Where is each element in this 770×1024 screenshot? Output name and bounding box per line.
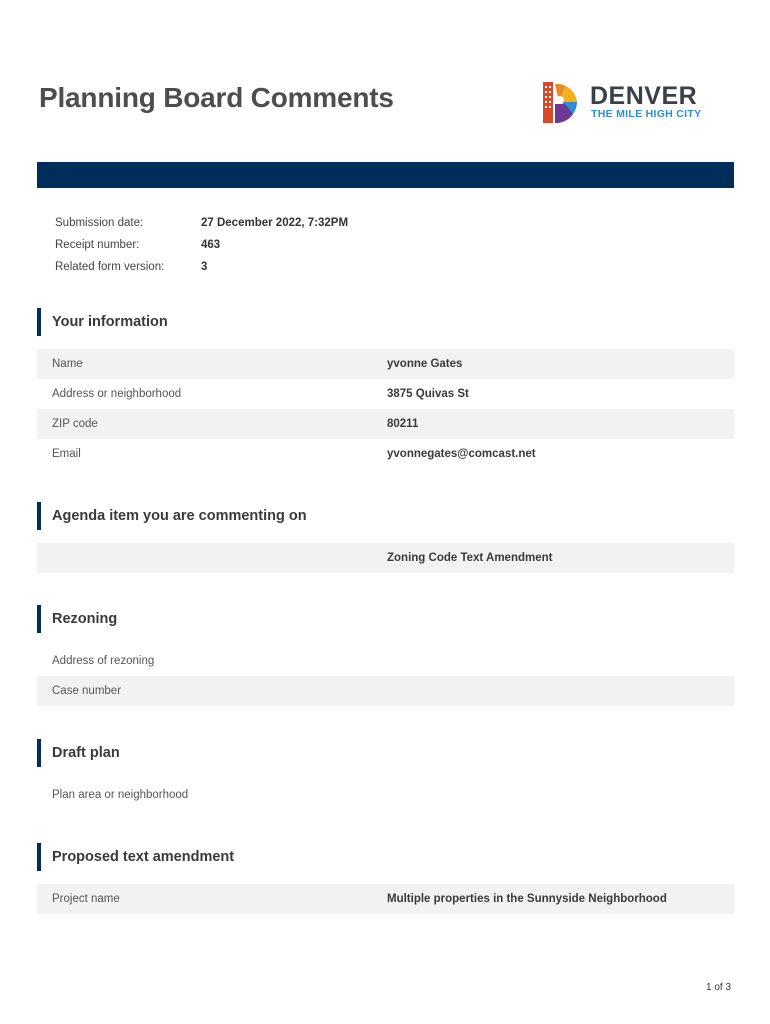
section-title: Rezoning: [52, 611, 118, 627]
field-label: Name: [52, 358, 83, 370]
section-accent-bar: [37, 502, 41, 530]
section-accent-bar: [37, 308, 41, 336]
field-label: Address of rezoning: [52, 655, 155, 667]
field-list: [37, 646, 734, 706]
field-row-rezoning-address: [37, 646, 734, 676]
section-your-information: [37, 308, 734, 469]
section-agenda-item: [37, 502, 734, 573]
section-title: Your information: [52, 314, 168, 330]
logo-tagline: THE MILE HIGH CITY: [591, 108, 702, 120]
logo-wordmark: DENVER: [590, 82, 698, 110]
section-accent-bar: [37, 739, 41, 767]
field-row-project-name: [37, 884, 734, 914]
receipt-number-value: 463: [201, 239, 221, 251]
field-value: yvonnegates@comcast.net: [387, 448, 536, 460]
field-value: Zoning Code Text Amendment: [387, 552, 553, 564]
section-header: [37, 502, 734, 530]
field-value: Multiple properties in the Sunnyside Neighborhood: [387, 893, 667, 905]
field-label: Address or neighborhood: [52, 388, 182, 400]
section-header: [37, 308, 734, 336]
field-value: yvonne Gates: [387, 358, 463, 370]
field-label: ZIP code: [52, 418, 98, 430]
section-accent-bar: [37, 605, 41, 633]
section-header: [37, 605, 734, 633]
receipt-number-label: Receipt number:: [55, 239, 140, 251]
section-text-amendment: [37, 843, 734, 914]
field-row-zip: [37, 409, 734, 439]
section-rezoning: [37, 605, 734, 706]
field-row-case-number: [37, 676, 734, 706]
field-list: [37, 543, 734, 573]
field-label: Plan area or neighborhood: [52, 789, 189, 801]
section-header: [37, 843, 734, 871]
denver-logo-icon: [543, 80, 579, 123]
submission-date-row: [55, 212, 348, 234]
field-label: Project name: [52, 893, 120, 905]
field-value: 3875 Quivas St: [387, 388, 469, 400]
section-draft-plan: [37, 739, 734, 810]
field-row-agenda-item: [37, 543, 734, 573]
page-title: Planning Board Comments: [39, 82, 394, 113]
field-row-plan-area: [37, 780, 734, 810]
submission-date-label: Submission date:: [55, 217, 144, 229]
form-version-label: Related form version:: [55, 261, 165, 273]
field-row-address: [37, 379, 734, 409]
receipt-number-row: [55, 234, 348, 256]
header-band: [37, 162, 734, 188]
field-row-name: [37, 349, 734, 379]
page-indicator: 1 of 3: [706, 982, 732, 993]
field-list: [37, 780, 734, 810]
section-title: Draft plan: [52, 745, 120, 761]
denver-logo: [543, 78, 713, 124]
section-title: Proposed text amendment: [52, 849, 235, 865]
form-version-row: [55, 256, 348, 278]
field-label: Email: [52, 448, 81, 460]
submission-date-value: 27 December 2022, 7:32PM: [201, 217, 349, 229]
submission-meta: [55, 212, 348, 278]
field-list: [37, 884, 734, 914]
form-version-value: 3: [201, 261, 208, 273]
section-header: [37, 739, 734, 767]
field-label: Case number: [52, 685, 122, 697]
section-accent-bar: [37, 843, 41, 871]
field-value: 80211: [387, 418, 419, 430]
field-row-email: [37, 439, 734, 469]
field-list: [37, 349, 734, 469]
section-title: Agenda item you are commenting on: [52, 508, 307, 524]
